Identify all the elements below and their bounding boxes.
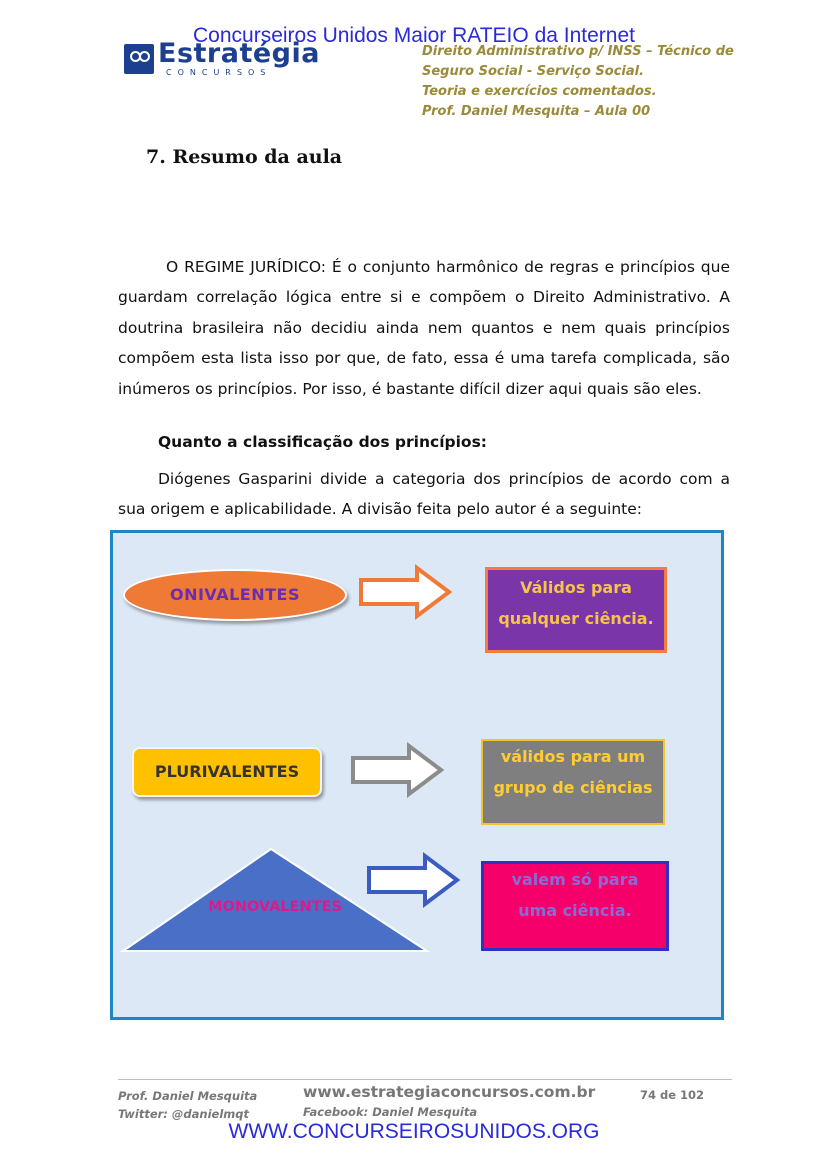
- header-info: [422, 42, 762, 122]
- watermark-top: Concurseiros Unidos Maior RATEIO da Internet: [193, 24, 635, 47]
- paragraph-text: O REGIME JURÍDICO: É o conjunto harmônico de regras e princípios que guardam correlação lógica entre si e compõem o Direito Administrativo. A doutrina brasileira não decidiu ainda nem quantos e nem quais princípios compõem esta lista isso por que, de fato, essa é uma tarefa complicada, são inúmeros os princípios. Por isso, é bastante difícil dizer aqui quais são eles.: [118, 258, 730, 398]
- footer-facebook: Facebook: Daniel Mesquita: [303, 1105, 478, 1119]
- footer-divider: [118, 1079, 732, 1080]
- watermark-bottom: WWW.CONCURSEIROSUNIDOS.ORG: [228, 1120, 600, 1143]
- paragraph-gasparini: [118, 464, 730, 525]
- onivalentes-ellipse: ONIVALENTES: [123, 569, 347, 621]
- description-line: Válidos para: [520, 578, 632, 597]
- subheading-classificacao: Quanto a classificação dos princípios:: [158, 433, 488, 451]
- monovalentes-label: MONOVALENTES: [208, 899, 342, 915]
- logo-subtitle: CONCURSOS: [166, 68, 272, 77]
- description-line: grupo de ciências: [493, 778, 653, 797]
- page-number: 74 de 102: [640, 1088, 705, 1102]
- header-line: Teoria e exercícios comentados.: [422, 84, 657, 99]
- arrow-right-icon: [347, 741, 447, 799]
- header-line: Direito Administrativo p/ INSS – Técnico de: [422, 44, 734, 59]
- arrow-right-icon: [355, 563, 455, 621]
- footer-twitter: Twitter: @danielmqt: [118, 1107, 249, 1121]
- footer-author-block: [118, 1087, 257, 1123]
- section-title: 7. Resumo da aula: [146, 146, 343, 168]
- logo-name: Estratégia: [158, 38, 320, 69]
- principles-diagram: [110, 530, 724, 1020]
- plurivalentes-box: PLURIVALENTES: [132, 747, 322, 797]
- footer-author: Prof. Daniel Mesquita: [118, 1089, 258, 1103]
- plurivalentes-description: [481, 739, 665, 825]
- owl-icon: [124, 44, 154, 74]
- description-line: uma ciência.: [518, 901, 632, 920]
- footer-website-link[interactable]: www.estrategiaconcursos.com.br: [303, 1083, 596, 1101]
- description-line: valem só para: [511, 870, 639, 889]
- header-line: Prof. Daniel Mesquita – Aula 00: [422, 104, 651, 119]
- onivalentes-description: [485, 567, 667, 653]
- header-line: Seguro Social - Serviço Social.: [422, 64, 645, 79]
- description-line: válidos para um: [500, 747, 646, 766]
- paragraph-text: Diógenes Gasparini divide a categoria dos princípios de acordo com a sua origem e aplicabilidade. A divisão feita pelo autor é a seguinte:: [118, 470, 730, 519]
- description-line: qualquer ciência.: [498, 609, 654, 628]
- monovalentes-description: [481, 861, 669, 951]
- arrow-right-icon: [363, 851, 463, 909]
- paragraph-regime-juridico: [118, 252, 730, 404]
